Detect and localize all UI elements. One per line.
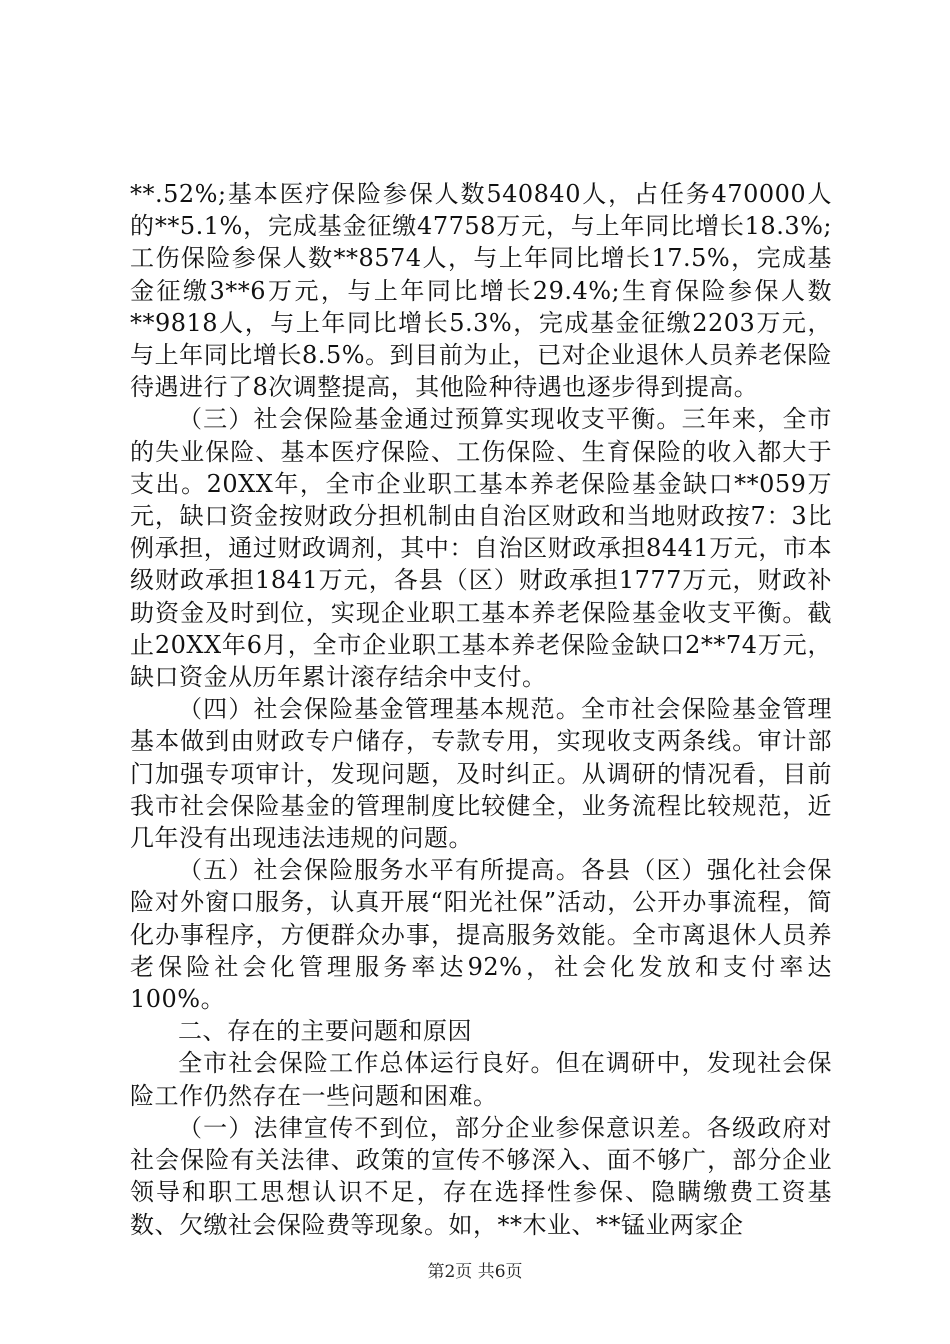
- paragraph-section-3: （三）社会保险基金通过预算实现收支平衡。三年来，全市的失业保险、基本医疗保险、工伤保险、生育保险的收入都大于支出。20XX年，全市企业职工基本养老保险基金缺口**059万元，缺口资金按财政分担机制由自治区财政和当地财政按7：3比例承担，通过财政调剂，其中：自治区财政承担8441万元，市本级财政承担1841万元，各县（区）财政承担1777万元，财政补助资金及时到位，实现企业职工基本养老保险基金收支平衡。截止20XX年6月，全市企业职工基本养老保险金缺口2**74万元，缺口资金从历年累计滚存结余中支付。: [130, 405, 832, 692]
- paragraph-continuation: **.52%;基本医疗保险参保人数540840人，占任务470000人的**5.1%，完成基金征缴47758万元，与上年同比增长18.3%;工伤保险参保人数**8574人，与上年同比增长17.5%，完成基金征缴3**6万元，与上年同比增长29.4%;生育保险参保人数**9818人，与上年同比增长5.3%，完成基金征缴2203万元，与上年同比增长8.5%。到目前为止，已对企业退休人员养老保险待遇进行了8次调整提高，其他险种待遇也逐步得到提高。: [130, 180, 832, 402]
- paragraph-section-4: （四）社会保险基金管理基本规范。全市社会保险基金管理基本做到由财政专户储存，专款专用，实现收支两条线。审计部门加强专项审计，发现问题，及时纠正。从调研的情况看，目前我市社会保险基金的管理制度比较健全，业务流程比较规范，近几年没有出现违法违规的问题。: [130, 695, 832, 853]
- section-heading-problems: 二、存在的主要问题和原因: [178, 1017, 472, 1046]
- document-body: [130, 178, 832, 1241]
- page-footer: 第2页 共6页: [427, 1262, 523, 1282]
- paragraph-section-5: （五）社会保险服务水平有所提高。各县（区）强化社会保险对外窗口服务，认真开展“阳光社保”活动，公开办事流程，简化办事程序，方便群众办事，提高服务效能。全市离退休人员养老保险社会化管理服务率达92%，社会化发放和支付率达100%。: [130, 856, 832, 1014]
- paragraph-overview: 全市社会保险工作总体运行良好。但在调研中，发现社会保险工作仍然存在一些问题和困难。: [130, 1049, 832, 1110]
- paragraph-problem-1: （一）法律宣传不到位，部分企业参保意识差。各级政府对社会保险有关法律、政策的宣传不够深入、面不够广，部分企业领导和职工思想认识不足，存在选择性参保、隐瞒缴费工资基数、欠缴社会保险费等现象。如，**木业、**锰业两家企: [130, 1113, 832, 1239]
